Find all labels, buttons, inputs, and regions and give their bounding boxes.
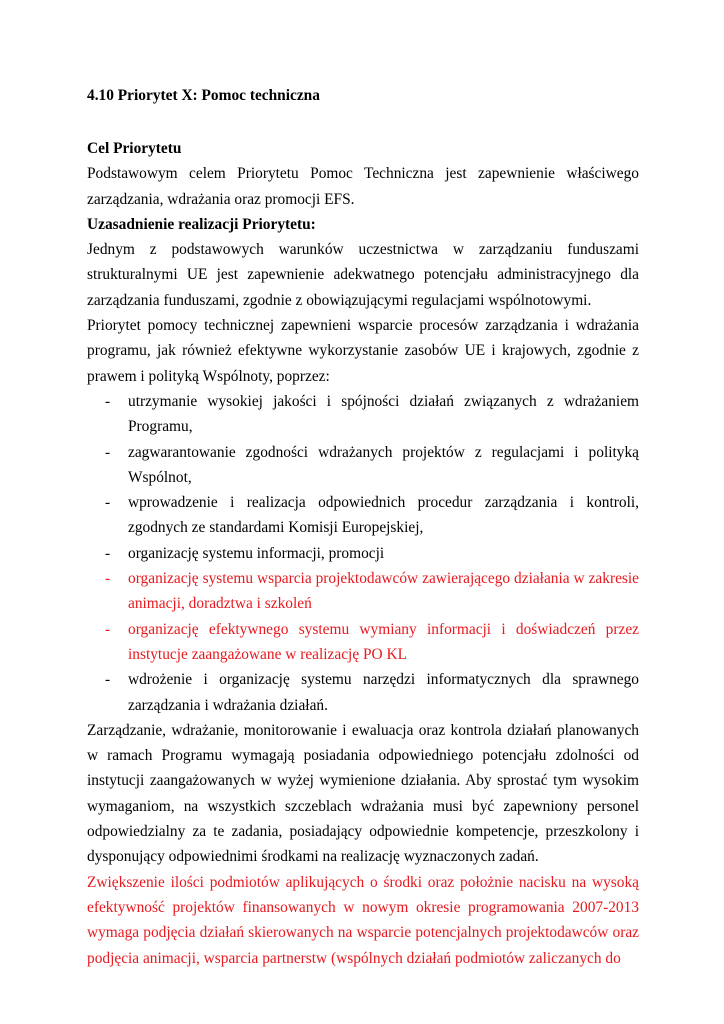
list-item: [87, 667, 639, 718]
list-item-text: wdrożenie i organizację systemu narzędzi informatycznych dla sprawnego zarządzania i wdrażania działań.: [128, 671, 639, 714]
highlighted-paragraph: Zwiększenie ilości podmiotów aplikujących o środki oraz położnie nacisku na wysoką efektywność projektów finansowanych w nowym okresie programowania 2007-2013 wymaga podjęcia działań skierowanych na wsparcie potencjalnych projektodawców oraz podjęcia animacji, wsparcia partnerstw (wspólnych działań podmiotów zaliczanych do: [87, 873, 639, 967]
list-item-text: organizację systemu wsparcia projektodawców zawierającego działania w zakresie animacji, doradztwa i szkoleń: [128, 570, 639, 613]
bullet-dash: -: [105, 620, 111, 638]
bullet-dash: -: [105, 392, 111, 410]
document-body: [87, 136, 639, 971]
list-item: [87, 490, 639, 541]
list-item-text: organizację efektywnego systemu wymiany informacji i doświadczeń przez instytucje zaangażowane w realizację PO KL: [128, 620, 639, 663]
list-item-text: organizację systemu informacji, promocji: [128, 544, 385, 562]
justification-paragraph-2: Priorytet pomocy technicznej zapewnieni wsparcie procesów zarządzania i wdrażania programu, jak również efektywne wykorzystanie zasobów UE i krajowych, zgodnie z prawem i polityką Wspólnoty, poprzez:: [87, 317, 639, 385]
list-item-text: utrzymanie wysokiej jakości i spójności działań związanych z wdrażaniem Programu,: [128, 392, 639, 436]
list-item: [87, 440, 639, 491]
list-item-text: wprowadzenie i realizacja odpowiednich procedur zarządzania i kontroli, zgodnych ze standardami Komisji Europejskiej,: [128, 494, 639, 537]
bullet-dash: -: [105, 544, 111, 562]
list-item-highlighted: [87, 617, 639, 668]
list-item-highlighted: [87, 566, 639, 617]
list-item: [87, 541, 639, 566]
measures-list: [87, 389, 639, 718]
bullet-dash: -: [105, 671, 111, 689]
bullet-dash: -: [105, 570, 111, 588]
section-title: 4.10 Priorytet X: Pomoc techniczna: [87, 87, 320, 104]
list-item: [87, 389, 639, 440]
goal-text: Podstawowym celem Priorytetu Pomoc Techniczna jest zapewnienie właściwego zarządzania, wdrażania oraz promocji EFS.: [87, 165, 639, 208]
justification-paragraph-1: Jednym z podstawowych warunków uczestnictwa w zarządzaniu funduszami strukturalnymi UE jest zapewnienie adekwatnego potencjału administracyjnego dla zarządzania funduszami, zgodnie z obowiązującymi regulacjami wspólnotowymi.: [87, 241, 639, 309]
bullet-dash: -: [105, 494, 111, 512]
management-paragraph: Zarządzanie, wdrażanie, monitorowanie i ewaluacja oraz kontrola działań planowanych w ramach Programu wymagają posiadania odpowiedniego potencjału zdolności od instytucji zaangażowanych w wyżej wymienione działania. Aby sprostać tym wysokim wymaganiom, na wszystkich szczeblach wdrażania musi być zapewniony personel odpowiedzialny za te zadania, posiadający odpowiednie kompetencje, przeszkolony i dysponujący odpowiednimi środkami na realizację wyznaczonych zadań.: [87, 721, 639, 866]
bullet-dash: -: [105, 443, 111, 461]
list-item-text: zagwarantowanie zgodności wdrażanych projektów z regulacjami i polityką Wspólnot,: [128, 443, 639, 486]
justification-heading: Uzasadnienie realizacji Priorytetu:: [87, 215, 316, 233]
goal-heading: Cel Priorytetu: [87, 140, 182, 157]
